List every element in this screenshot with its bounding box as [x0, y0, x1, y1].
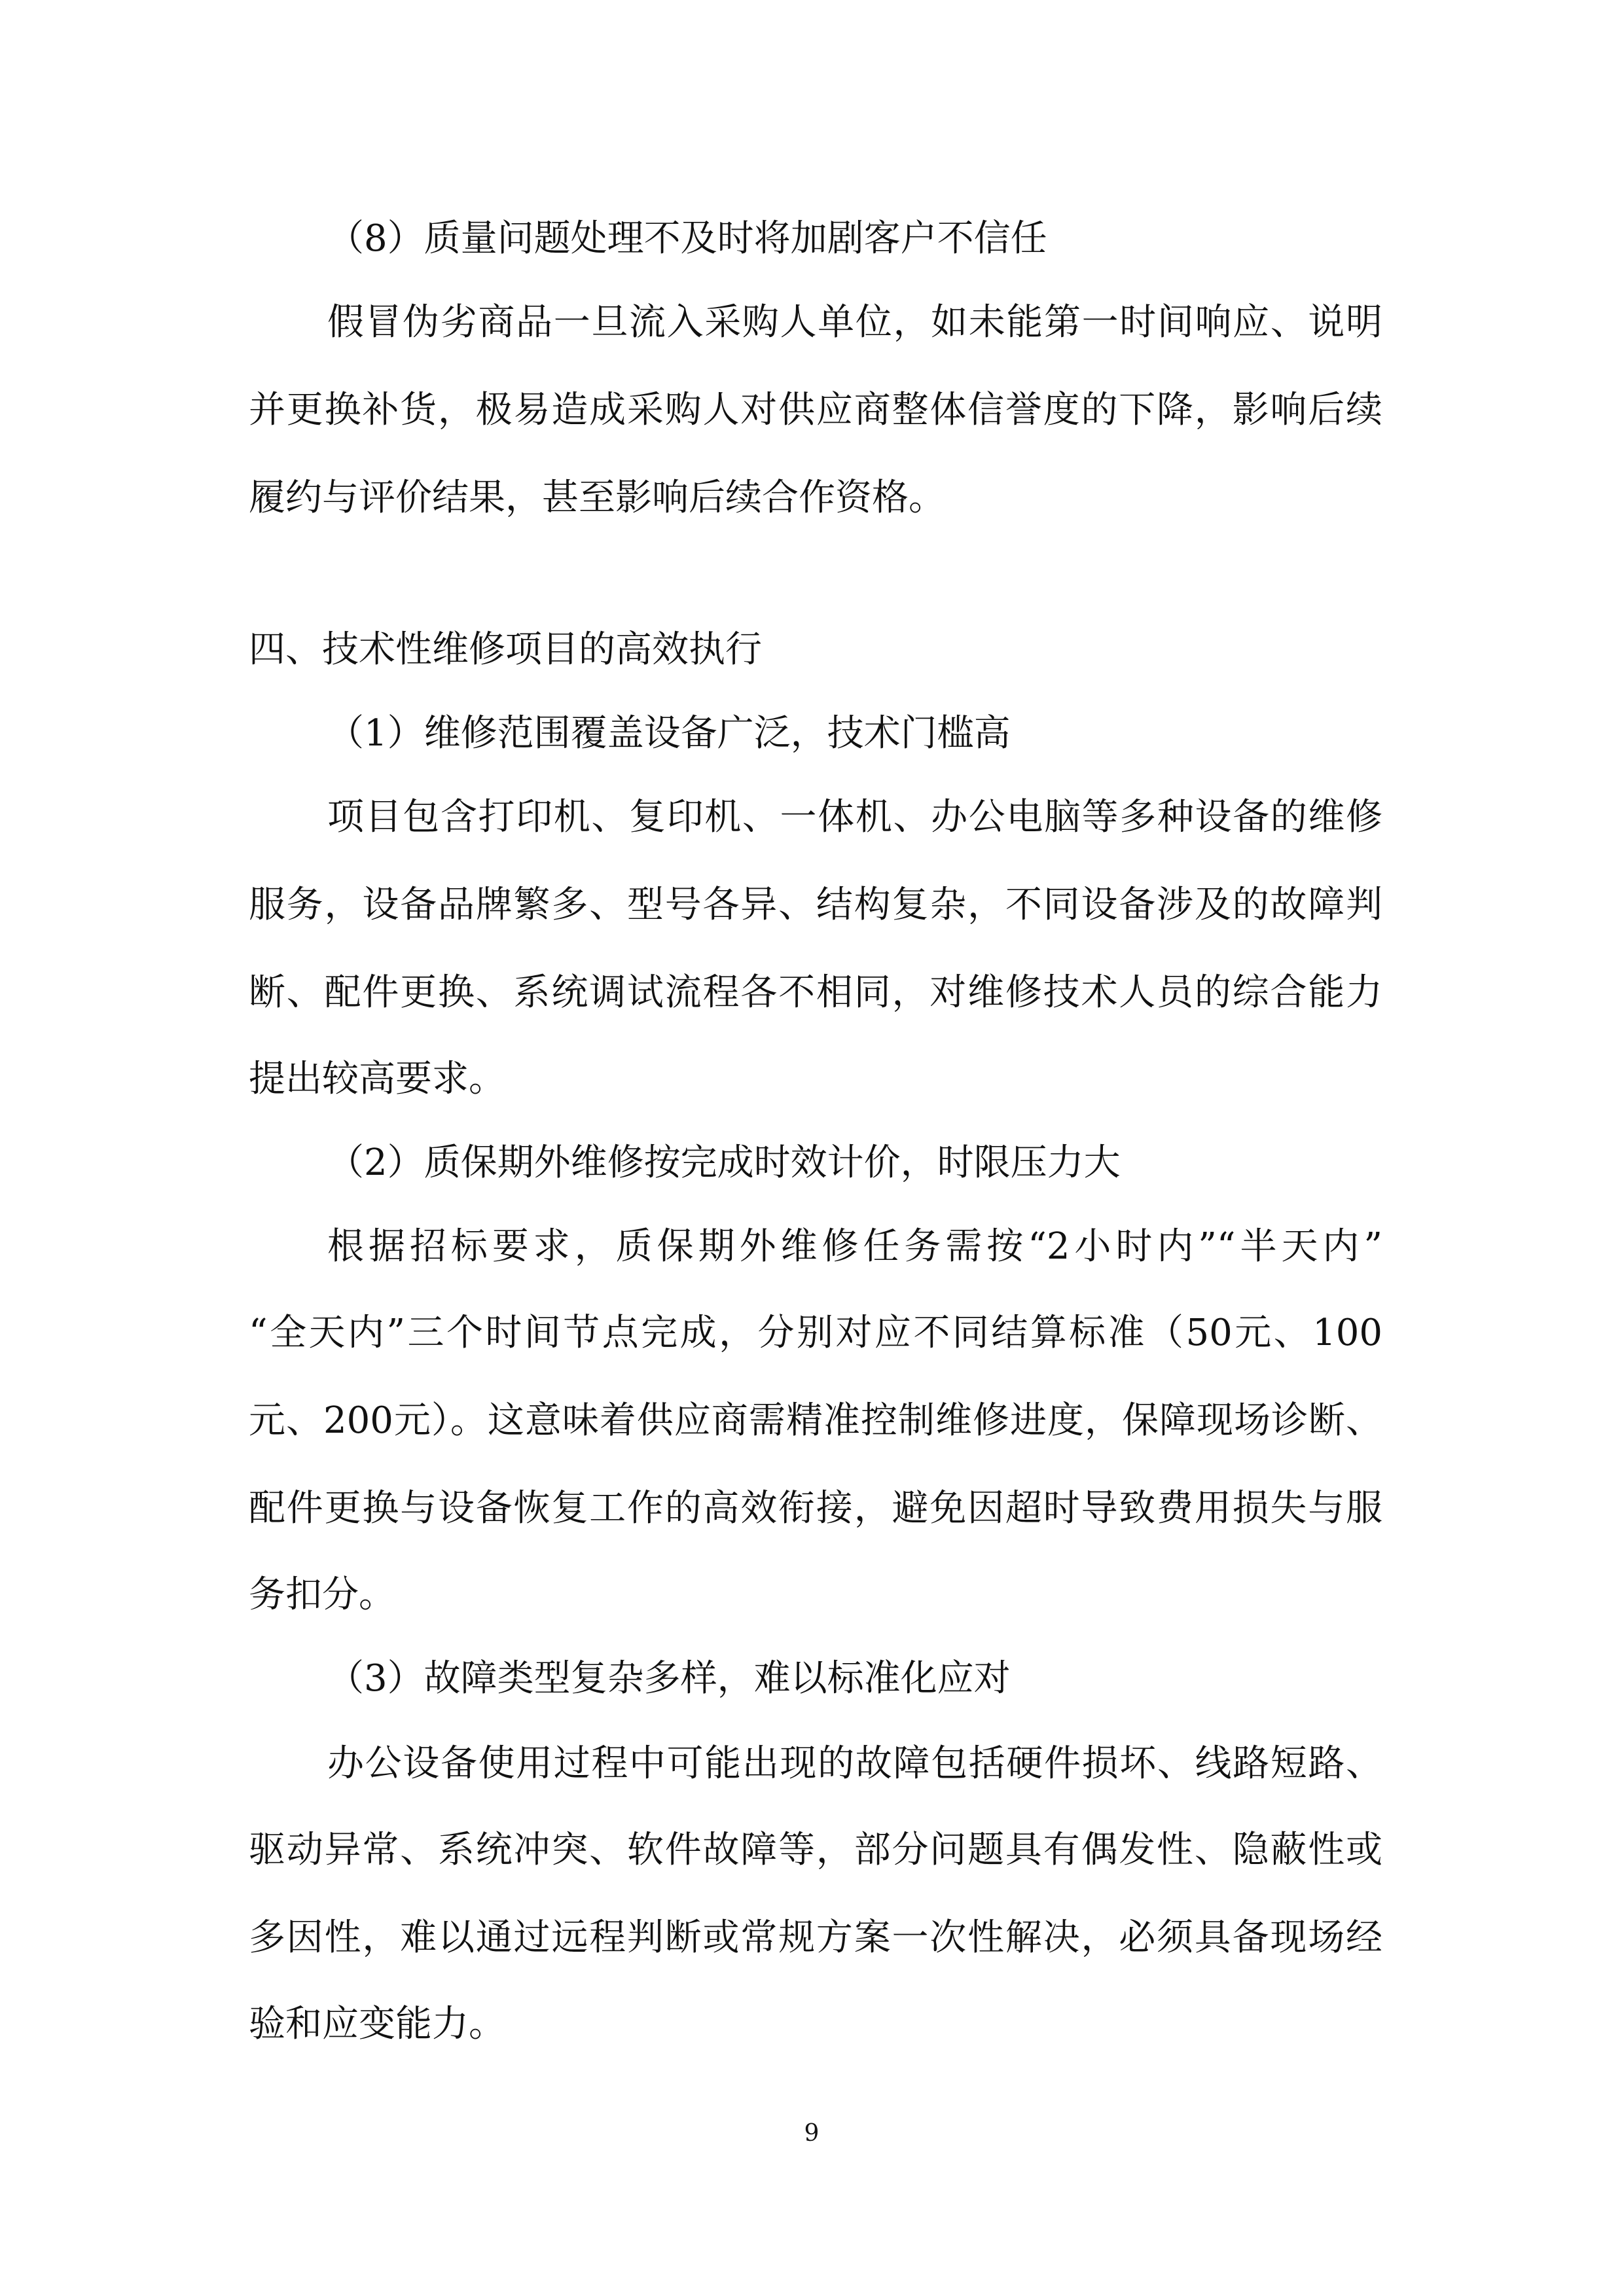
section-4-title: 四、技术性维修项目的高效执行	[249, 628, 762, 671]
sub-1-paragraph-line-4: 提出较高要求。	[249, 1058, 505, 1100]
sub-1-paragraph-line-3: 断、配件更换、系统调试流程各不相同，对维修技术人员的综合能力	[249, 971, 1382, 1014]
sub-2-paragraph-line-5: 务扣分。	[249, 1573, 395, 1616]
sub-1-paragraph-line-1: 项目包含打印机、复印机、一体机、办公电脑等多种设备的维修	[327, 796, 1382, 838]
section-8-heading: （8）质量问题处理不及时将加剧客户不信任	[327, 217, 1047, 260]
sub-3-paragraph-line-2: 驱动异常、系统冲突、软件故障等，部分问题具有偶发性、隐蔽性或	[249, 1829, 1382, 1871]
section-8-paragraph-line-2: 并更换补货，极易造成采购人对供应商整体信誉度的下降，影响后续	[249, 389, 1382, 431]
sub-3-paragraph-line-1: 办公设备使用过程中可能出现的故障包括硬件损坏、线路短路、	[327, 1742, 1382, 1785]
sub-3-paragraph-line-3: 多因性，难以通过远程判断或常规方案一次性解决，必须具备现场经	[249, 1916, 1382, 1959]
sub-1-heading: （1）维修范围覆盖设备广泛，技术门槛高	[327, 712, 1011, 755]
sub-2-paragraph-line-1: 根据招标要求，质保期外维修任务需按“2小时内”“半天内”	[327, 1225, 1382, 1268]
sub-1-paragraph-line-2: 服务，设备品牌繁多、型号各异、结构复杂，不同设备涉及的故障判	[249, 884, 1382, 926]
section-8-paragraph-line-1: 假冒伪劣商品一旦流入采购人单位，如未能第一时间响应、说明	[327, 301, 1382, 344]
sub-3-paragraph-line-4: 验和应变能力。	[249, 2003, 505, 2045]
sub-2-paragraph-line-2: “全天内”三个时间节点完成，分别对应不同结算标准（50元、100	[249, 1312, 1382, 1354]
page-number: 9	[804, 2120, 820, 2147]
section-8-paragraph-line-3: 履约与评价结果，甚至影响后续合作资格。	[249, 476, 945, 519]
sub-2-paragraph-line-3: 元、200元）。这意味着供应商需精准控制维修进度，保障现场诊断、	[249, 1399, 1382, 1442]
sub-2-heading: （2）质保期外维修按完成时效计价，时限压力大	[327, 1141, 1121, 1184]
sub-2-paragraph-line-4: 配件更换与设备恢复工作的高效衔接，避免因超时导致费用损失与服	[249, 1487, 1382, 1530]
sub-3-heading: （3）故障类型复杂多样，难以标准化应对	[327, 1657, 1011, 1700]
